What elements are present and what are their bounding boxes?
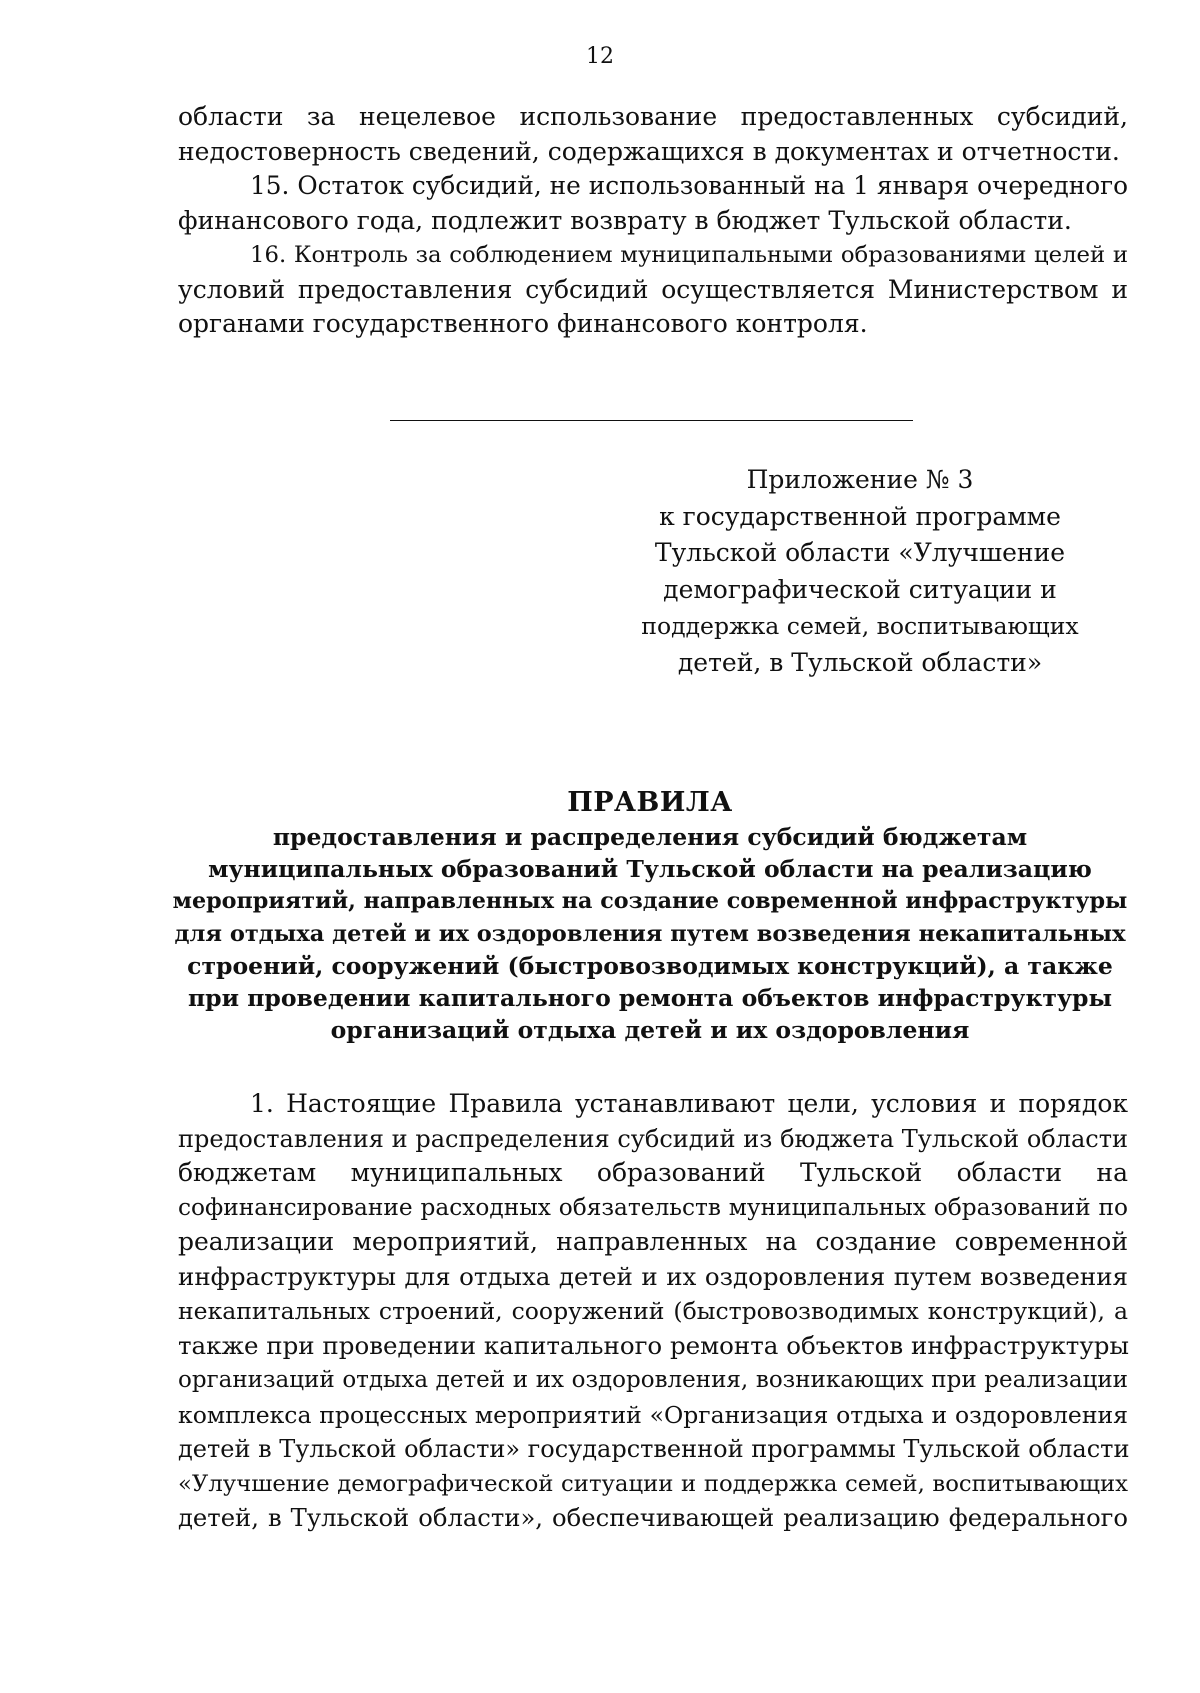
subtitle-line: при проведении капитального ремонта объектов инфраструктуры xyxy=(187,983,1113,1012)
appendix-line: Приложение № 3 xyxy=(746,465,974,494)
text-line: 15. Остаток субсидий, не использованный на 1 января очередного xyxy=(250,171,1128,200)
text-line: детей в Тульской области» государственной программы Тульской области xyxy=(178,1435,1130,1463)
text-line: органами государственного финансового контроля. xyxy=(178,309,868,338)
subtitle-line: муниципальных образований Тульской области на реализацию xyxy=(208,855,1092,884)
subtitle-line: мероприятий, направленных на создание современной инфраструктуры xyxy=(172,888,1128,915)
text-line: «Улучшение демографической ситуации и поддержка семей, воспитывающих xyxy=(178,1470,1128,1497)
text-line: комплекса процессных мероприятий «Организация отдыха и оздоровления xyxy=(178,1400,1128,1429)
text-line: условий предоставления субсидий осуществляется Министерством и xyxy=(178,274,1128,304)
subtitle-line: организаций отдыха детей и их оздоровления xyxy=(330,1016,970,1045)
page-number: 12 xyxy=(586,44,614,69)
text-line: детей, в Тульской области», обеспечивающей реализацию федерального xyxy=(178,1503,1128,1532)
text-line: некапитальных строений, сооружений (быстровозводимых конструкций), а xyxy=(178,1297,1128,1325)
body-paragraph xyxy=(178,1087,1128,1536)
subtitle-line: строений, сооружений (быстровозводимых конструкций), а также xyxy=(187,951,1113,980)
appendix-line: поддержка семей, воспитывающих xyxy=(641,612,1079,640)
text-line: также при проведении капитального ремонта объектов инфраструктуры xyxy=(178,1330,1129,1360)
text-line: области за нецелевое использование предоставленных субсидий, xyxy=(178,102,1128,131)
appendix-header xyxy=(640,462,1080,681)
top-paragraphs xyxy=(178,100,1128,342)
appendix-line: демографической ситуации и xyxy=(663,574,1057,604)
appendix-line: к государственной программе xyxy=(659,501,1061,531)
text-line: софинансирование расходных обязательств муниципальных образований по xyxy=(178,1193,1128,1221)
text-line: организаций отдыха детей и их оздоровления, возникающих при реализации xyxy=(178,1367,1128,1393)
appendix-line: Тульской области «Улучшение xyxy=(654,538,1066,567)
text-line: бюджетам муниципальных образований Тульской области на xyxy=(178,1158,1128,1187)
text-line: 1. Настоящие Правила устанавливают цели, условия и порядок xyxy=(250,1089,1128,1118)
rules-title-block xyxy=(170,785,1130,1046)
text-line: предоставления и распределения субсидий из бюджета Тульской области xyxy=(178,1124,1128,1153)
subtitle-line: для отдыха детей и их оздоровления путем возведения некапитальных xyxy=(174,920,1126,947)
subtitle-line: предоставления и распределения субсидий бюджетам xyxy=(272,823,1028,851)
text-line: реализации мероприятий, направленных на создание современной xyxy=(178,1227,1128,1256)
text-line: недостоверность сведений, содержащихся в документах и отчетности. xyxy=(178,136,1120,166)
appendix-line: детей, в Тульской области» xyxy=(677,647,1043,677)
text-line: финансового года, подлежит возврату в бюджет Тульской области. xyxy=(178,205,1072,235)
document-title: ПРАВИЛА xyxy=(567,787,733,818)
text-line: 16. Контроль за соблюдением муниципальными образованиями целей и xyxy=(250,242,1128,268)
separator-line xyxy=(390,420,913,421)
text-line: инфраструктуры для отдыха детей и их оздоровления путем возведения xyxy=(178,1261,1128,1291)
